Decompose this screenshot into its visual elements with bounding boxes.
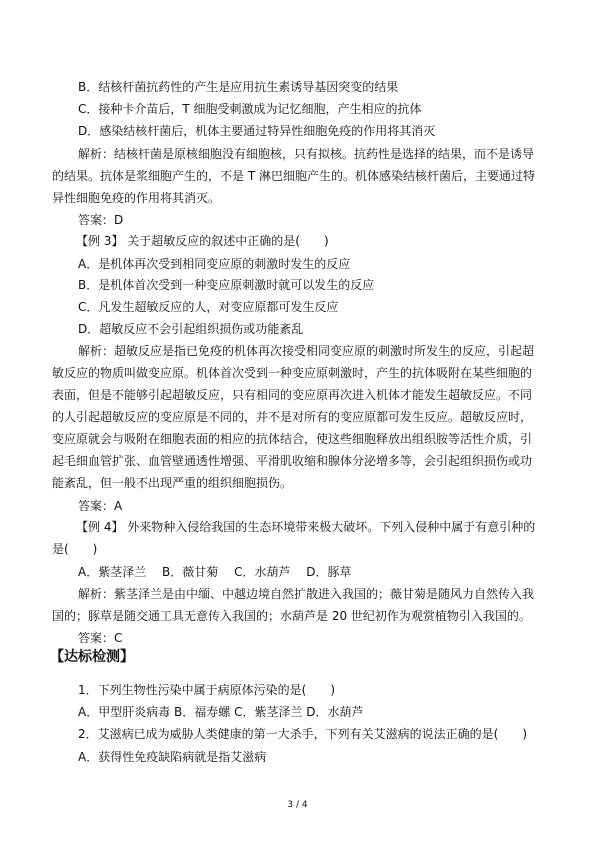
example-3-analysis-6: 起毛细血管扩张、血管壁通透性增强、平滑肌收缩和腺体分泌增多等，会引起组织损伤或功 (52, 454, 533, 468)
example-3-analysis-3: 表面，但是不能够引起超敏反应，只有相同的变应原再次进入机体才能发生超敏反应。不同 (52, 388, 533, 402)
example-3-analysis-5: 变应原就会与吸附在细胞表面的相应的抗体结合，使这些细胞释放出组织胺等活性介质，引 (52, 432, 533, 446)
page-number: 3 / 4 (287, 800, 308, 810)
example-3-analysis-4: 的人引起超敏反应的变应原是不同的，并不是对所有的变应原都可发生反应。超敏反应时， (52, 410, 533, 424)
option-b: B．结核杆菌抗药性的产生是应用抗生素诱导基因突变的结果 (78, 80, 399, 94)
analysis-line-3: 异性细胞免疫的作用将其消灭。 (52, 191, 221, 205)
question-2: 2．艾滋病已成为威胁人类健康的第一大杀手，下列有关艾滋病的说法正确的是( ) (78, 727, 528, 741)
question-1: 1．下列生物性污染中属于病原体污染的是( ) (78, 683, 335, 697)
question-1-options: A．甲型肝炎病毒 B．福寿螺 C．紫茎泽兰 D．水葫芦 (78, 705, 364, 719)
example-3-title: 【例 3】 关于超敏反应的叙述中正确的是( ) (76, 234, 329, 248)
example-4-analysis-2: 国的；豚草是随交通工具无意传入我国的；水葫芦是 20 世纪初作为观赏植物引入我国的。 (52, 609, 531, 623)
example-3-option-d: D．超敏反应不会引起组织损伤或功能紊乱 (78, 322, 304, 336)
example-3-option-a: A．是机体再次受到相同变应原的刺激时发生的反应 (78, 257, 351, 271)
example-3-analysis-2: 敏反应的物质叫做变应原。机体首次受到一种变应原刺激时，产生的抗体吸附在某些细胞的 (52, 366, 533, 380)
example-4-title: 【例 4】 外来物种入侵给我国的生态环境带来极大破坏。下列入侵种中属于有意引种的 (76, 520, 536, 534)
analysis-line-2: 的结果。抗体是浆细胞产生的，不是 T 淋巴细胞产生的。机体感染结核杆菌后，主要通过特 (52, 169, 535, 183)
example-4-title-cont: 是( ) (52, 542, 98, 556)
analysis-line-1: 解析：结核杆菌是原核细胞没有细胞核，只有拟核。抗药性是选择的结果，而不是诱导 (78, 147, 535, 161)
example-3-answer: 答案：A (78, 499, 123, 513)
option-d: D．感染结核杆菌后，机体主要通过特异性细胞免疫的作用将其消灭 (78, 124, 436, 138)
example-3-analysis-1: 解析：超敏反应是指已免疫的机体再次接受相同变应原的刺激时所发生的反应，引起超 (78, 344, 535, 358)
example-3-option-c: C．凡发生超敏反应的人，对变应原都可发生反应 (78, 300, 339, 314)
option-c: C．接种卡介苗后，T 细胞受刺激成为记忆细胞，产生相应的抗体 (78, 102, 422, 116)
answer-line: 答案：D (78, 213, 124, 227)
example-4-answer: 答案：C (78, 631, 123, 645)
example-3-analysis-7: 能紊乱，但一般不出现严重的组织细胞损伤。 (52, 476, 293, 490)
example-4-analysis-1: 解析：紫茎泽兰是由中缅、中越边境自然扩散进入我国的；薇甘菊是随风力自然传入我 (78, 587, 535, 601)
example-4-options: A．紫茎泽兰 B．薇甘菊 C．水葫芦 D．豚草 (78, 565, 352, 579)
example-3-option-b: B．是机体首次受到一种变应原刺激时就可以发生的反应 (78, 278, 375, 292)
question-2-option-a: A．获得性免疫缺陷病就是指艾滋病 (78, 750, 267, 764)
section-heading: 【达标检测】 (50, 649, 134, 665)
